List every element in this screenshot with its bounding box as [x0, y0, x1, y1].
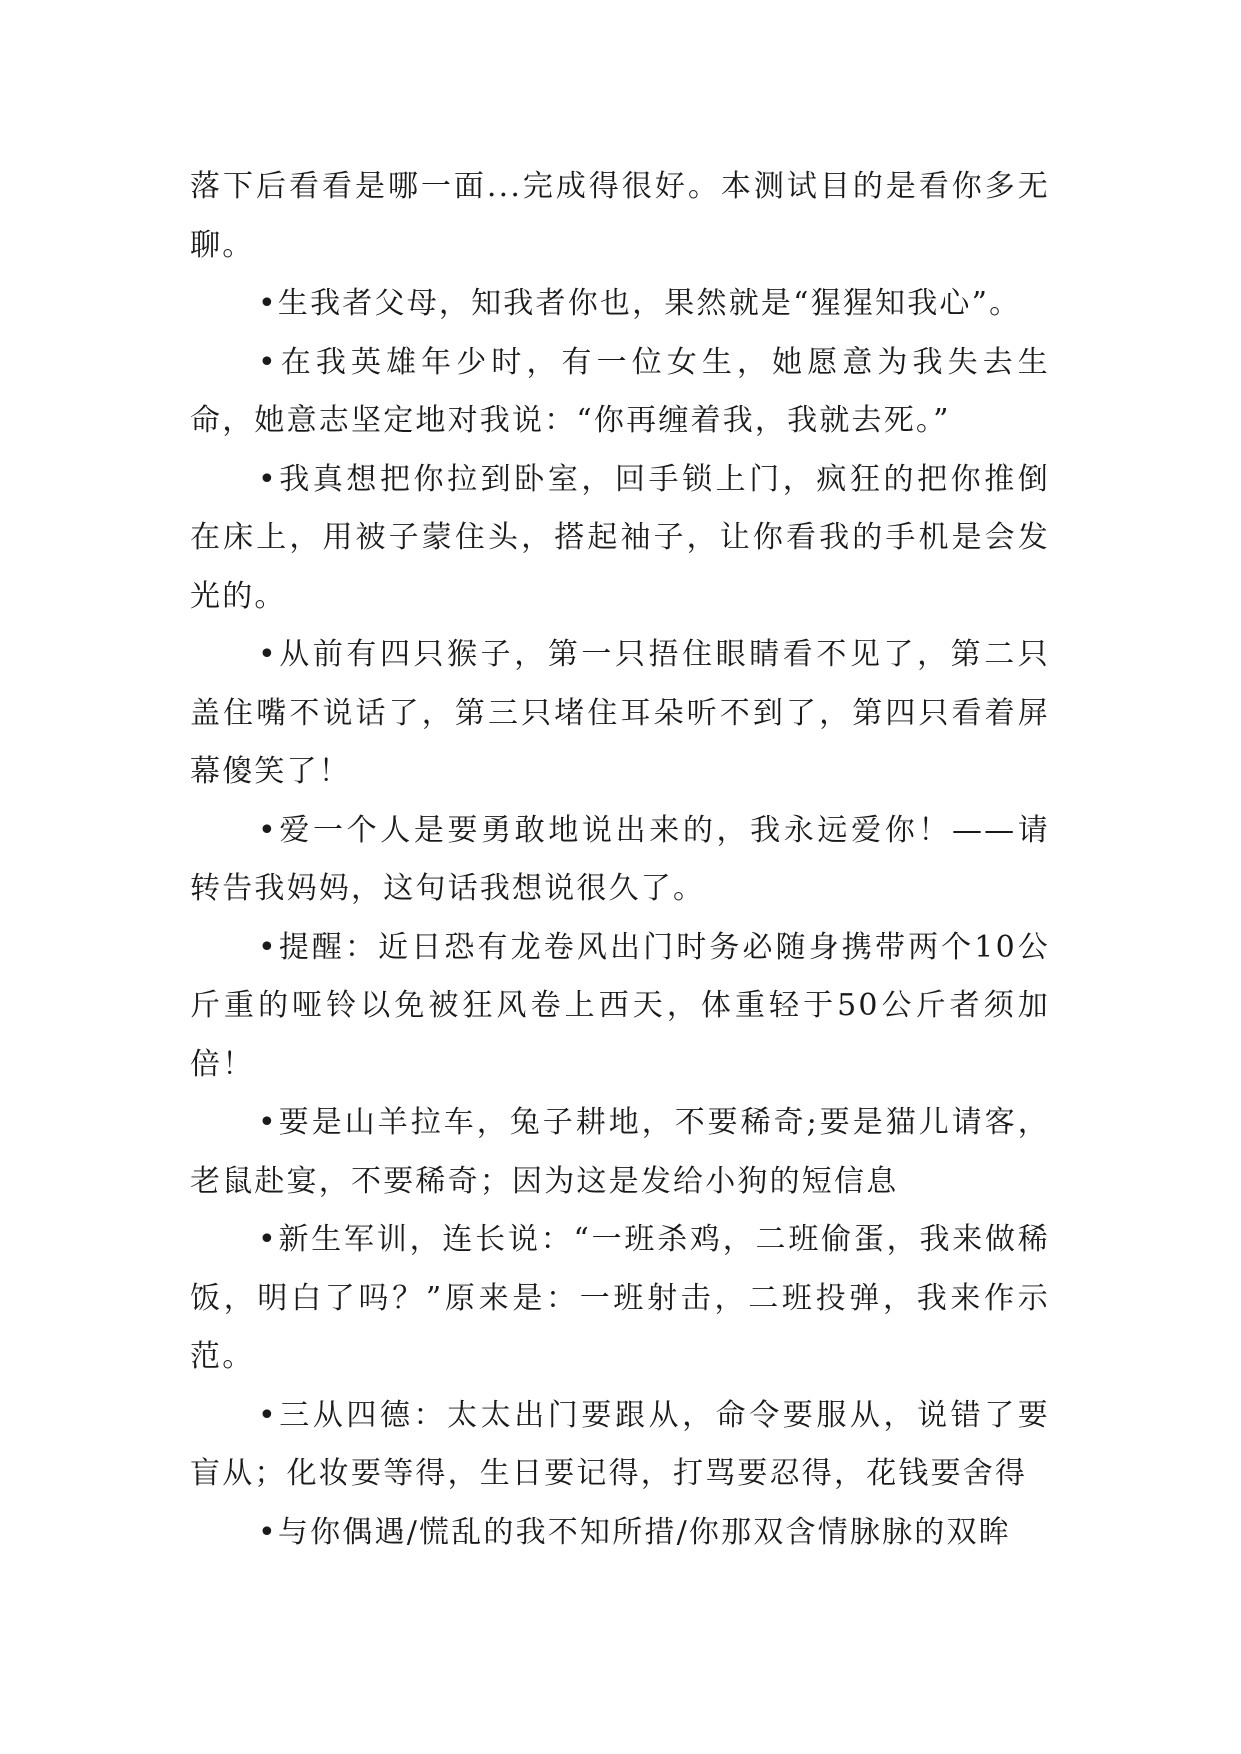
paragraph-joke-3: •我真想把你拉到卧室，回手锁上门，疯狂的把你推倒在床上，用被子蒙住头，搭起袖子，让你看我的手机是会发光的。 — [190, 461, 1050, 614]
paragraph-joke-4: •从前有四只猴子，第一只捂住眼睛看不见了，第二只盖住嘴不说话了，第三只堵住耳朵听不到了，第四只看着屏幕傻笑了！ — [190, 637, 1050, 789]
document-body — [190, 158, 1050, 1562]
paragraph-joke-10: •与你偶遇/慌乱的我不知所措/你那双含情脉脉的双眸 — [258, 1514, 1011, 1550]
paragraph-joke-1: •生我者父母，知我者你也，果然就是“猩猩知我心”。 — [258, 286, 1022, 321]
paragraph-joke-6: •提醒：近日恐有龙卷风出门时务必随身携带两个10公斤重的哑铃以免被狂风卷上西天，体重轻于50公斤者须加倍！ — [190, 929, 1050, 1082]
paragraph-continuation: 落下后看看是哪一面...完成得很好。本测试目的是看你多无聊。 — [190, 169, 1050, 263]
paragraph-joke-9: •三从四德：太太出门要跟从，命令要服从，说错了要盲从；化妆要等得，生日要记得，打骂要忍得，花钱要舍得 — [190, 1397, 1050, 1491]
paragraph-joke-8: •新生军训，连长说：“一班杀鸡，二班偷蛋，我来做稀饭，明白了吗？”原来是：一班射击，二班投弹，我来作示范。 — [190, 1222, 1050, 1374]
paragraph-joke-5: •爱一个人是要勇敢地说出来的，我永远爱你！——请转告我妈妈，这句话我想说很久了。 — [190, 812, 1050, 906]
paragraph-joke-7: •要是山羊拉车，兔子耕地，不要稀奇;要是猫儿请客，老鼠赴宴，不要稀奇；因为这是发给小狗的短信息 — [190, 1105, 1050, 1199]
paragraph-joke-2: •在我英雄年少时，有一位女生，她愿意为我失去生命，她意志坚定地对我说：“你再缠着我，我就去死。” — [190, 344, 1050, 438]
